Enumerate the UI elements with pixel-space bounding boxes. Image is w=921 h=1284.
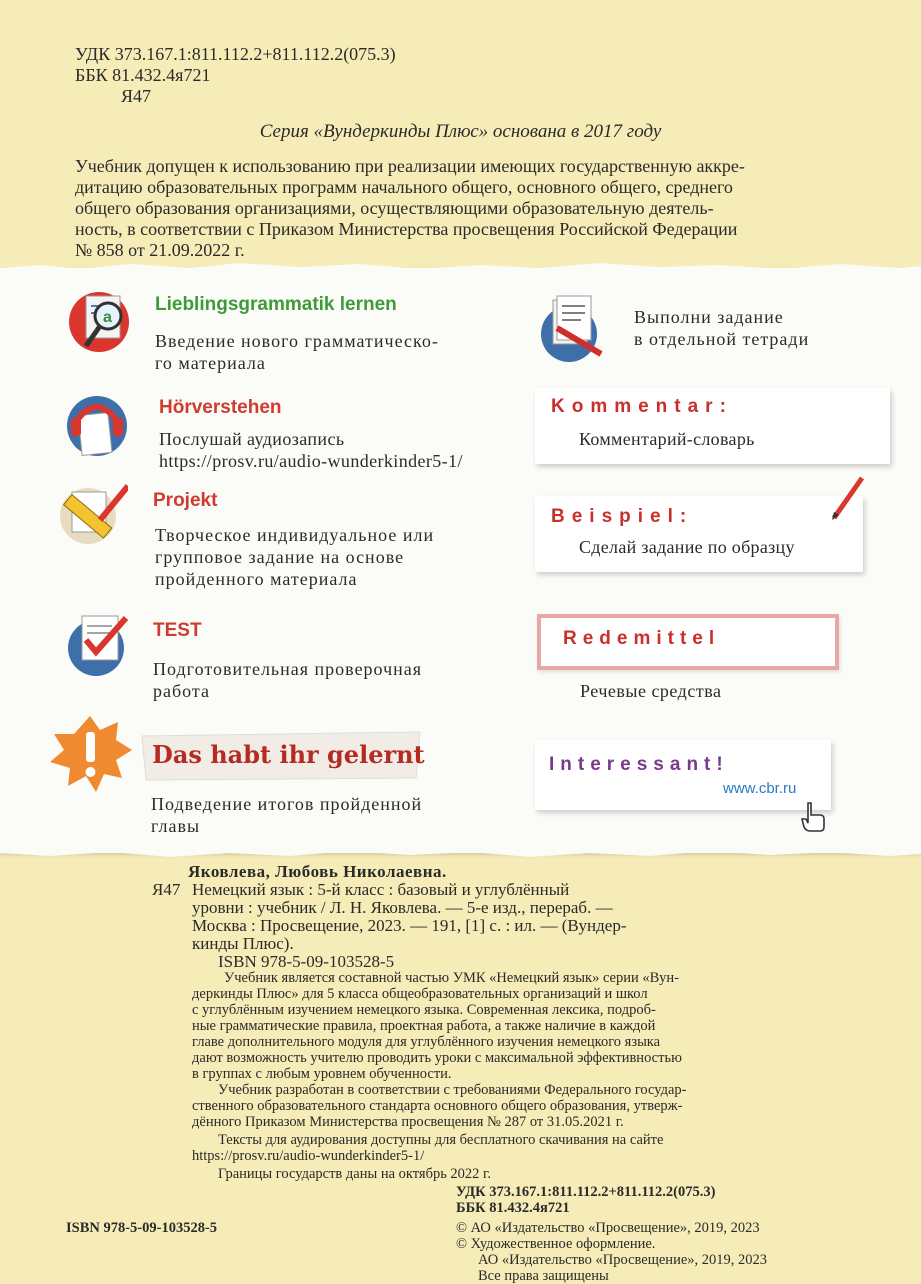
annotation-line: в группах с любым уровнем обученности.	[192, 1066, 452, 1082]
grammar-title: Lieblingsgrammatik lernen	[155, 294, 397, 315]
catalog-main-line: кинды Плюс).	[192, 934, 294, 953]
legend-panel	[0, 268, 921, 853]
annotation-line: деркинды Плюс» для 5 класса общеобразовательных организаций и школ	[192, 986, 648, 1002]
redemittel-box	[537, 614, 839, 670]
summary-title: Das habt ihr gelernt	[152, 740, 425, 769]
catalog-isbn: ISBN 978-5-09-103528-5	[218, 952, 395, 971]
annotation-line: главе дополнительного модуля для углублённого изучения немецкого языка	[192, 1034, 661, 1050]
catalog-main-line: Немецкий язык : 5-й класс : базовый и углублённый	[192, 880, 570, 899]
annotation-line: ственного образовательного стандарта основного общего образования, утверж-	[192, 1098, 683, 1114]
ruler-pencil-icon	[58, 480, 128, 550]
notebook-pen-icon	[537, 294, 607, 364]
svg-text:a: a	[103, 309, 112, 326]
approval-line: дитацию образовательных программ начального общего, основного общего, среднего	[75, 177, 733, 197]
approval-line: общего образования организациями, осуществляющими образовательную деятель-	[75, 198, 714, 218]
top-metadata	[75, 44, 396, 107]
code-line: Я47	[121, 86, 152, 106]
notebook-line: Выполни задание	[634, 307, 784, 327]
annotation-line: дают возможность учителю проводить уроки с максимальной эффективностью	[192, 1050, 682, 1066]
isbn-bottom: ISBN 978-5-09-103528-5	[66, 1220, 218, 1236]
kommentar-description: Комментарий-словарь	[579, 429, 755, 449]
torn-edge-top	[0, 260, 921, 274]
kommentar-box	[535, 388, 890, 464]
pencil-icon	[828, 474, 868, 522]
annotation-line: Учебник разработан в соответствии с требованиями Федерального государ-	[218, 1082, 687, 1098]
bbk-bottom: ББК 81.432.4я721	[456, 1200, 570, 1216]
annotation-line: Границы государств даны на октябрь 2022 г.	[218, 1166, 491, 1182]
beispiel-title: Beispiel:	[551, 506, 694, 527]
copyright-line: Все права защищены	[478, 1268, 609, 1284]
grammar-description	[155, 330, 439, 374]
annotation-line: Учебник является составной частью УМК «Немецкий язык» серии «Вун-	[224, 970, 679, 986]
interessant-title: Interessant!	[549, 754, 729, 775]
copyright-line: © АО «Издательство «Просвещение», 2019, 2023	[456, 1220, 760, 1236]
udk-bottom: УДК 373.167.1:811.112.2+811.112.2(075.3)	[456, 1184, 716, 1200]
projekt-title: Projekt	[153, 490, 218, 511]
summary-line: главы	[151, 816, 201, 836]
kommentar-title: Kommentar:	[551, 396, 733, 417]
audio-link[interactable]: https://prosv.ru/audio-wunderkinder5-1/	[159, 451, 463, 471]
approval-line: ность, в соответствии с Приказом Министерства просвещения Российской Федерации	[75, 219, 738, 239]
catalog-main-line: Москва : Просвещение, 2023. — 191, [1] с. : ил. — (Вундер-	[192, 916, 627, 935]
interessant-link[interactable]: www.cbr.ru	[723, 780, 797, 797]
catalog-code: Я47	[152, 880, 181, 899]
projekt-line: Творческое индивидуальное или	[155, 525, 435, 545]
test-title: TEST	[153, 620, 202, 641]
interessant-box	[535, 740, 831, 810]
copyright-line: АО «Издательство «Просвещение», 2019, 2023	[478, 1252, 768, 1268]
listening-line: Послушай аудиозапись	[159, 429, 345, 449]
redemittel-title: Redemittel	[563, 628, 721, 649]
notebook-line: в отдельной тетради	[634, 329, 810, 349]
notebook-description	[634, 306, 809, 350]
headphones-icon	[62, 388, 132, 458]
annotation-line: дённого Приказом Министерства просвещения № 287 от 31.05.2021 г.	[192, 1114, 624, 1130]
test-checkmark-icon	[62, 610, 132, 680]
exclamation-splash-icon	[46, 714, 134, 794]
test-description	[153, 658, 422, 702]
listening-title: Hörverstehen	[159, 397, 282, 418]
approval-line: № 858 от 21.09.2022 г.	[75, 240, 245, 260]
annotation-line: https://prosv.ru/audio-wunderkinder5-1/	[192, 1148, 425, 1164]
catalog-main-line: уровни : учебник / Л. Н. Яковлева. — 5-е изд., перераб. —	[192, 898, 613, 917]
test-line: работа	[153, 681, 210, 701]
udk-line: УДК 373.167.1:811.112.2+811.112.2(075.3)	[75, 44, 396, 64]
magnifier-document-icon	[66, 286, 136, 356]
projekt-line: групповое задание на основе	[155, 547, 405, 567]
projekt-description	[155, 524, 434, 590]
approval-line: Учебник допущен к использованию при реализации имеющих государственную аккре-	[75, 156, 745, 176]
summary-description	[151, 793, 422, 837]
annotation-line: ные грамматические правила, проектная работа, а также наличие в каждой	[192, 1018, 656, 1034]
copyright-line: © Художественное оформление.	[456, 1236, 656, 1252]
test-line: Подготовительная проверочная	[153, 659, 423, 679]
grammar-line: го материала	[155, 353, 266, 373]
projekt-line: пройденного материала	[155, 569, 358, 589]
summary-line: Подведение итогов пройденной	[151, 794, 423, 814]
annotation-line: с углублённым изучением немецкого языка. Современная лексика, подроб-	[192, 1002, 656, 1018]
grammar-line: Введение нового грамматическо-	[155, 331, 439, 351]
approval-text	[75, 156, 835, 261]
beispiel-description: Сделай задание по образцу	[579, 537, 795, 557]
torn-edge-bottom	[0, 847, 921, 861]
series-note: Серия «Вундеркинды Плюс» основана в 2017 году	[259, 121, 662, 142]
listening-description	[159, 428, 463, 472]
bbk-line: ББК 81.432.4я721	[75, 65, 211, 85]
redemittel-description: Речевые средства	[580, 681, 722, 701]
beispiel-box	[535, 496, 863, 572]
author-line: Яковлева, Любовь Николаевна.	[188, 862, 447, 881]
annotation-line: Тексты для аудирования доступны для бесплатного скачивания на сайте	[218, 1132, 664, 1148]
hand-cursor-icon	[800, 801, 826, 833]
